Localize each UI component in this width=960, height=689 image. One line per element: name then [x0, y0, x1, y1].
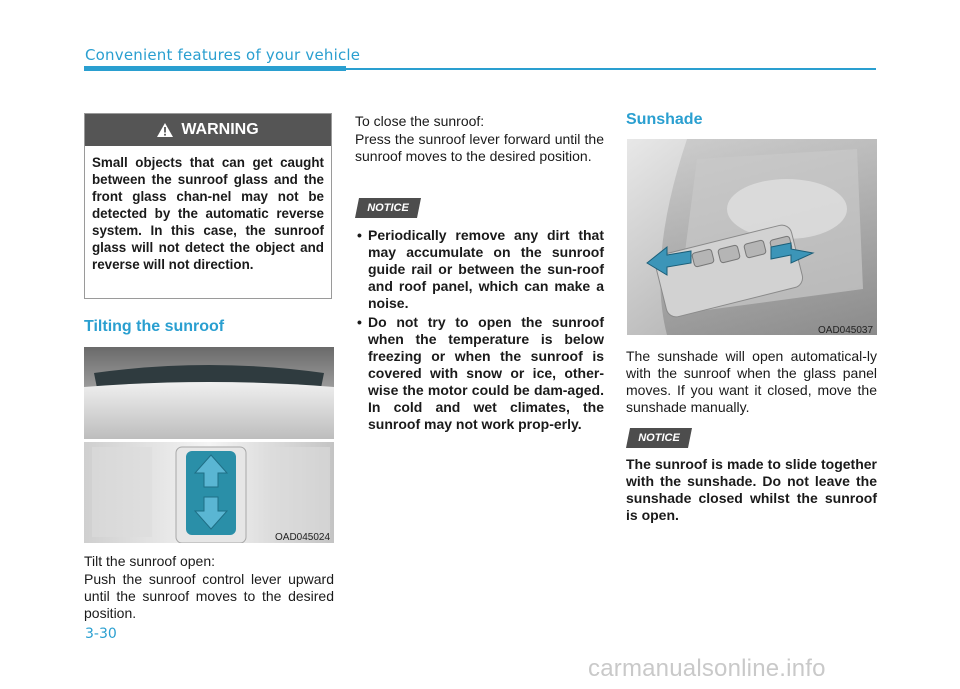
tilting-instruction-intro: Tilt the sunroof open: [84, 553, 216, 569]
warning-triangle-icon [157, 123, 173, 137]
tilting-instruction: Push the sunroof control lever upward until the sunroof moves to the desired position. [84, 571, 334, 621]
closing-instruction-intro: To close the sunroof: [355, 113, 485, 129]
section-header-title: Convenient features of your vehicle [85, 46, 361, 64]
notice-bullet-dirt: • Periodically remove any dirt that may accumulate on the sunroof guide rail or between the sun-roof and roof panel, which can make a noise. [355, 227, 604, 312]
sunshade-image [627, 139, 877, 335]
closing-instruction: Press the sunroof lever forward until the sunroof moves to the desired position. [355, 131, 604, 164]
sunshade-description: The sunshade will open automatical-ly with the sunroof when the glass panel moves. If you want it closed, move the sunshade manually. [626, 348, 877, 415]
notice-label-2: NOTICE [638, 432, 680, 444]
sunshade-image-code: OAD045037 [818, 325, 874, 336]
warning-label: WARNING [181, 121, 259, 138]
warning-text: Small objects that can get caught between the sunroof glass and the front glass chan-nel may not be detected by the automatic reverse system. In this case, the sunroof glass will not detect the object and reverse will not direction. [92, 155, 324, 272]
tilting-image-code: OAD045024 [275, 532, 331, 543]
notice-badge-2 [626, 428, 692, 448]
notice-badge-1 [355, 198, 421, 218]
notice-label-1: NOTICE [367, 202, 409, 214]
notice-bullet-list [355, 227, 604, 435]
notice-bullet-freezing: • Do not try to open the sunroof when the temperature is below freezing or when the sunroof is covered with snow or ice, other-wise the motor could be dam-aged. In cold and wet climates, the sunroof may not work prop-erly. [355, 314, 604, 433]
watermark: carmanualsonline.info [588, 655, 826, 682]
warning-header [85, 114, 331, 146]
warning-box [84, 113, 332, 299]
header-rule-thin [346, 68, 876, 70]
header-rule-thick [84, 66, 346, 71]
tilting-sunroof-image [84, 347, 334, 543]
page-number: 3-30 [85, 626, 117, 642]
sunshade-heading: Sunshade [626, 111, 703, 128]
tilting-heading: Tilting the sunroof [84, 318, 225, 335]
sunshade-notice-text: The sunroof is made to slide together with the sunshade. Do not leave the sunshade closed whilst the sunroof is open. [626, 456, 877, 523]
